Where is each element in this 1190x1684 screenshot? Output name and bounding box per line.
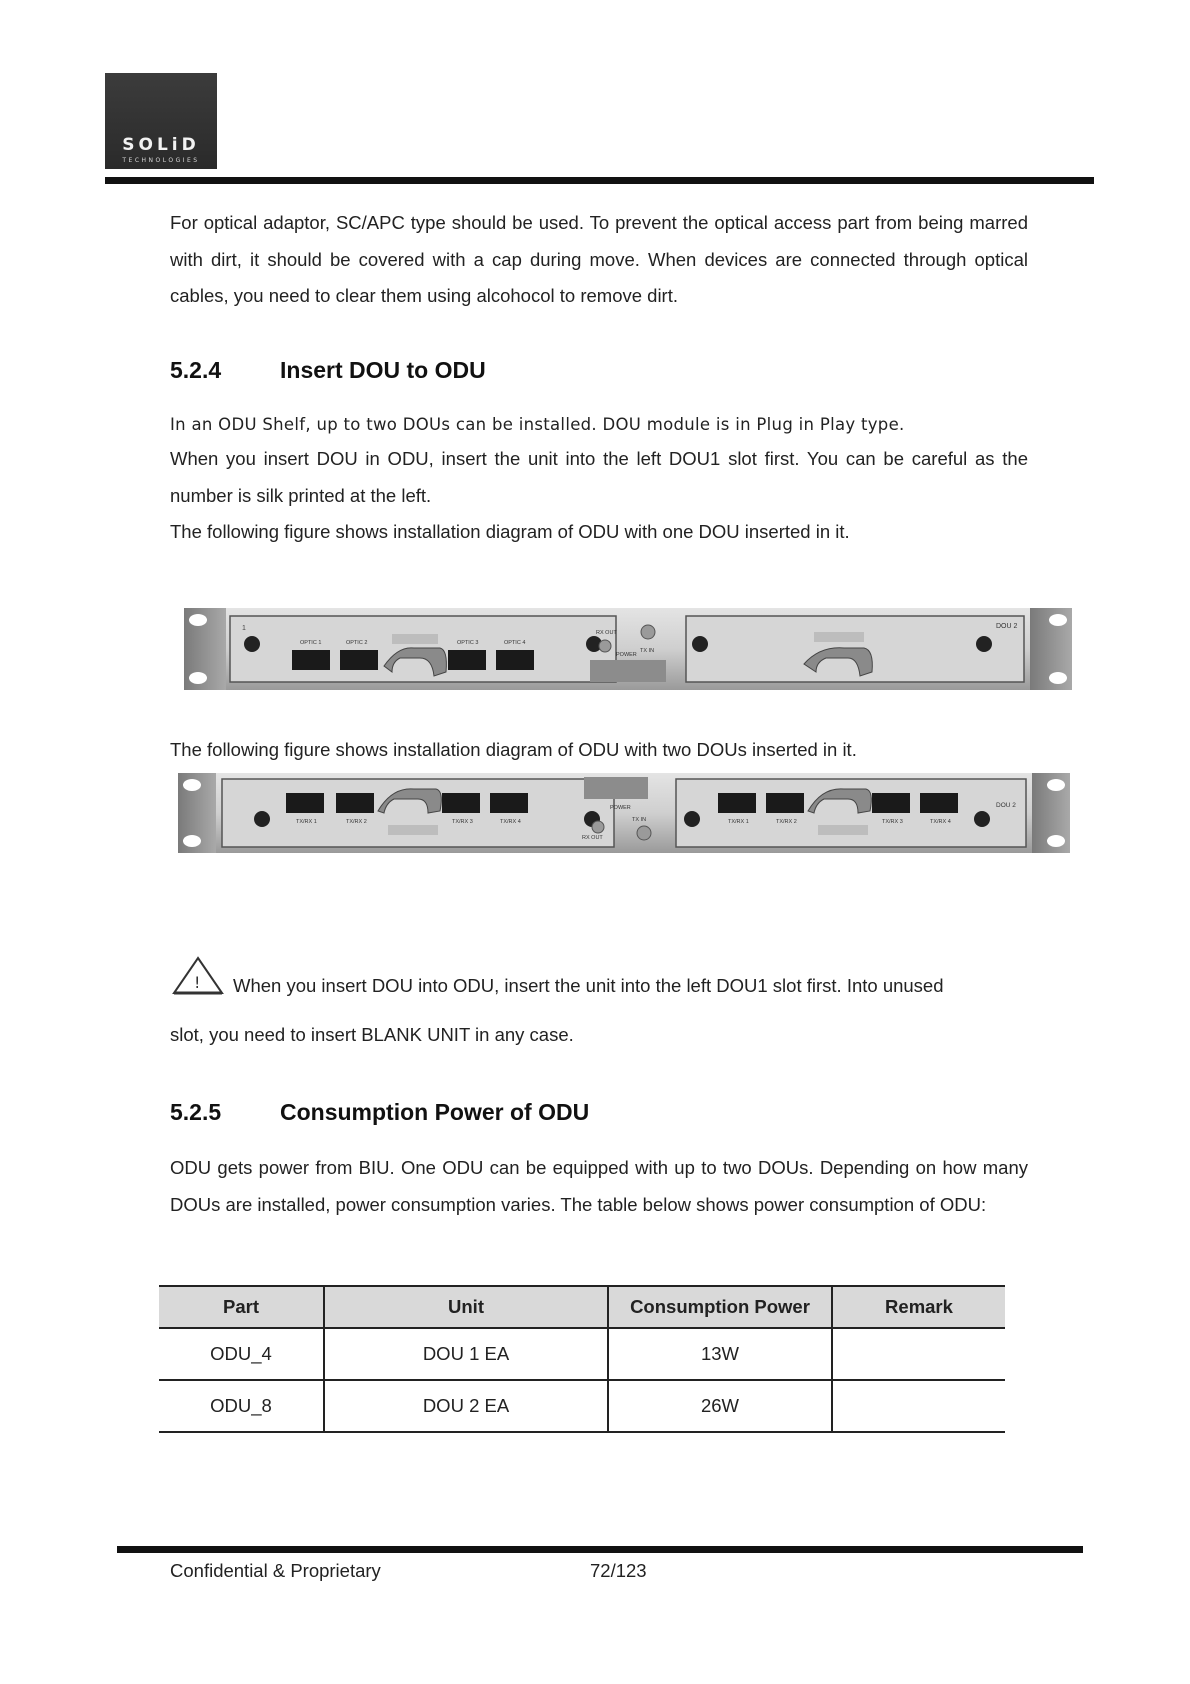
port-label: TX/RX 1 xyxy=(296,819,317,825)
warning-line1: When you insert DOU into ODU, insert the unit into the left DOU1 slot first. Into unused xyxy=(233,975,944,996)
power-consumption-table xyxy=(159,1285,1005,1433)
center-label: RX OUT xyxy=(596,630,617,636)
section-heading-524 xyxy=(170,357,486,384)
slot-label: DOU 2 xyxy=(996,802,1016,809)
port-label: TX/RX 4 xyxy=(500,819,521,825)
logo-subtext: TECHNOLOGIES xyxy=(122,157,200,164)
intro-paragraph: For optical adaptor, SC/APC type should be used. To prevent the optical access part from being marred with dirt, it should be covered with a cap during move. When devices are connected through optical cables, you need to clear them using alcohocol to remove dirt. xyxy=(170,212,1028,306)
column-header: Unit xyxy=(324,1286,608,1328)
table-cell: 13W xyxy=(608,1328,832,1380)
section-524-para2: When you insert DOU in ODU, insert the unit into the left DOU1 slot first. You can be careful as the number is silk printed at the left. xyxy=(170,448,1028,506)
section-number: 5.2.4 xyxy=(170,357,222,383)
section-525-para: ODU gets power from BIU. One ODU can be equipped with up to two DOUs. Depending on how many DOUs are installed, power consumption varies. The table below shows power consumption of ODU: xyxy=(170,1157,1028,1215)
table-cell: ODU_4 xyxy=(159,1328,324,1380)
slot-label: DOU 2 xyxy=(996,623,1018,630)
section-524-para4: The following figure shows installation diagram of ODU with two DOUs inserted in it. xyxy=(170,739,857,760)
port-label: TX/RX 1 xyxy=(728,819,749,825)
section-number: 5.2.5 xyxy=(170,1099,222,1125)
section-title: Consumption Power of ODU xyxy=(280,1099,590,1125)
svg-text:!: ! xyxy=(194,973,201,992)
table-cell xyxy=(832,1328,1005,1380)
port-label: OPTIC 1 xyxy=(300,640,322,646)
port-label: TX/RX 2 xyxy=(776,819,797,825)
port-label: TX/RX 4 xyxy=(930,819,951,825)
header-rule xyxy=(105,177,1094,184)
odu-two-dou-figure xyxy=(178,773,1070,854)
column-header: Part xyxy=(159,1286,324,1328)
table-cell: DOU 2 EA xyxy=(324,1380,608,1432)
odu-one-dou-figure xyxy=(184,606,1072,691)
footer-confidential: Confidential & Proprietary xyxy=(170,1560,381,1581)
port-label: OPTIC 3 xyxy=(457,640,479,646)
port-label: TX/RX 2 xyxy=(346,819,367,825)
warning-line2: slot, you need to insert BLANK UNIT in any case. xyxy=(170,1024,574,1045)
logo-text: SOLiD xyxy=(122,135,200,155)
table-cell xyxy=(832,1380,1005,1432)
table-cell: 26W xyxy=(608,1380,832,1432)
table-cell: DOU 1 EA xyxy=(324,1328,608,1380)
warning-icon xyxy=(170,955,226,997)
center-label: TX IN xyxy=(640,648,655,654)
company-logo xyxy=(105,73,217,169)
table-header-row xyxy=(159,1286,1005,1328)
center-label: POWER xyxy=(610,805,631,811)
section-title: Insert DOU to ODU xyxy=(280,357,486,383)
port-label: OPTIC 2 xyxy=(346,640,368,646)
column-header: Consumption Power xyxy=(608,1286,832,1328)
page-number: 72/123 xyxy=(590,1560,647,1581)
port-label: TX/RX 3 xyxy=(882,819,903,825)
column-header: Remark xyxy=(832,1286,1005,1328)
footer-rule xyxy=(117,1546,1083,1553)
port-label: TX/RX 3 xyxy=(452,819,473,825)
table-row xyxy=(159,1380,1005,1432)
center-label: POWER xyxy=(616,652,637,658)
port-label: OPTIC 4 xyxy=(504,640,526,646)
table-cell: ODU_8 xyxy=(159,1380,324,1432)
table-row xyxy=(159,1328,1005,1380)
section-heading-525 xyxy=(170,1099,589,1126)
section-524-para1: In an ODU Shelf, up to two DOUs can be installed. DOU module is in Plug in Play type. xyxy=(170,415,905,434)
section-524-para3: The following figure shows installation diagram of ODU with one DOU inserted in it. xyxy=(170,521,850,542)
slot-label: 1 xyxy=(242,625,246,632)
center-label: TX IN xyxy=(632,817,647,823)
center-label: RX OUT xyxy=(582,835,603,841)
